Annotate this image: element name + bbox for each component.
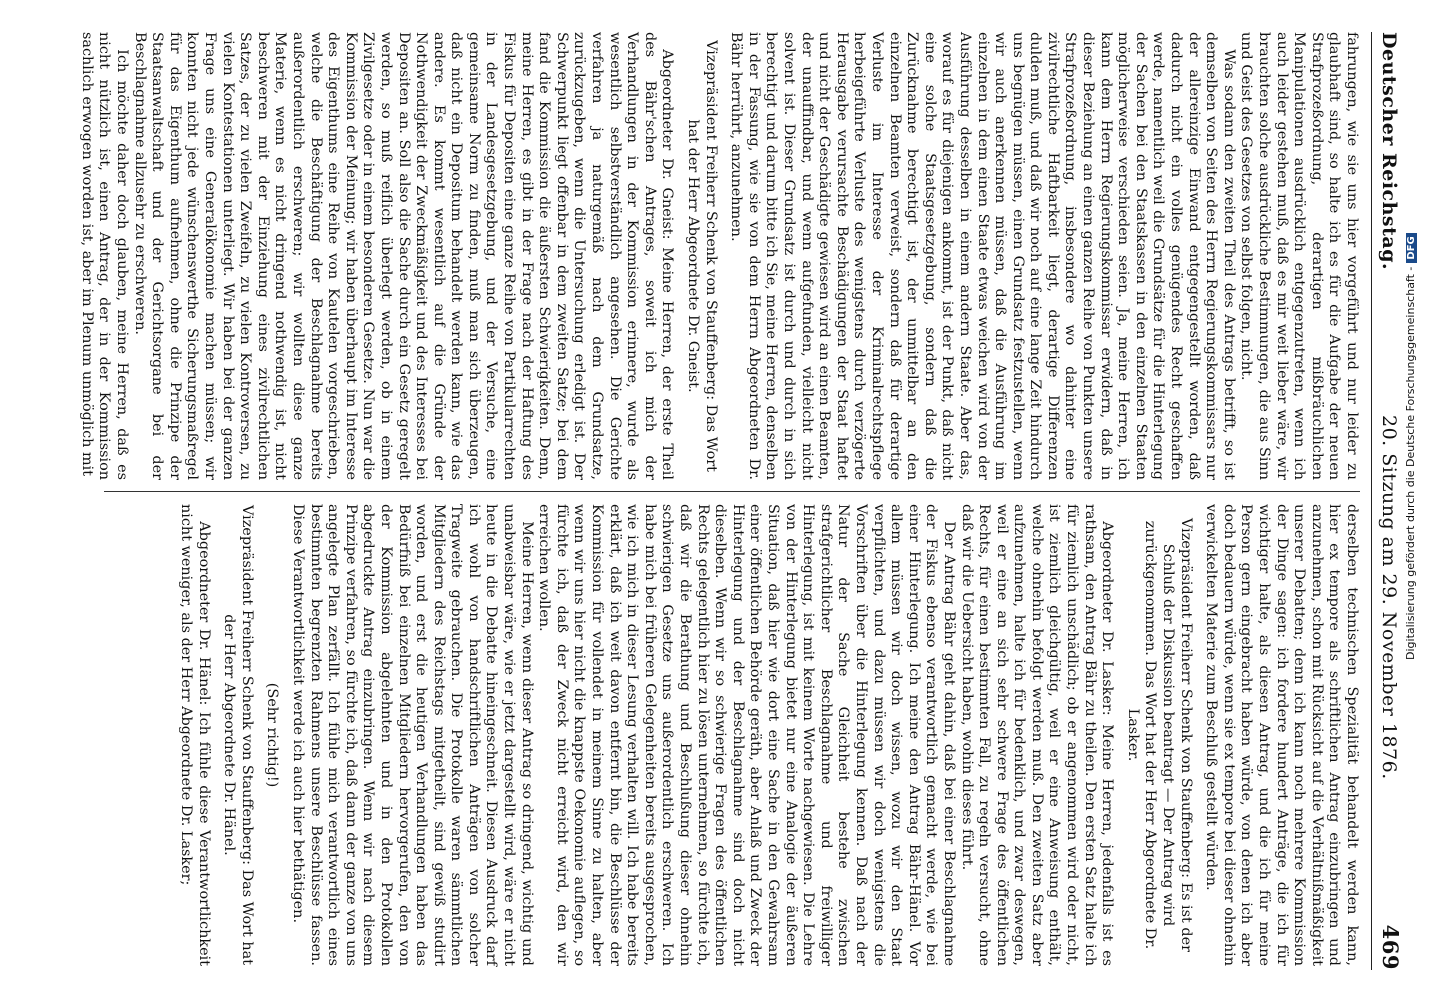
speech-paragraph: Ich möchte daher doch glauben, meine Herren, daß es nicht nützlich ist, einen Antrag, der in der Kommission sachlich erwogen worden ist, aber im Plenum unmöglich mit [78,32,131,480]
header-rule [1371,32,1372,970]
dfg-logo: DFG [1406,233,1417,262]
digitization-note [1404,233,1417,660]
right-column [100,504,1360,966]
applause-note: (Sehr richtig!) [264,682,281,788]
digitization-text: Digitalisierung gefördert durch die Deutsche Forschungsgemeinschaft - [1404,266,1417,660]
speech-paragraph: Meine Herren, wenn dieser Antrag so dringend, wichtig und unabweisbar wäre, wie er jetzt dargestellt wird, wäre er nicht heute in die Debatte hineingeschneit. Diesen Ausdruck darf ich wohl von handschriftlichen Anträgen von solcher Tragweite gebrauchen. Die Protokolle waren sämmtlichen Mitgliedern des Reichstags mitgetheilt, sind gewiß studirt worden, und erst die heutigen Verhandlungen haben das Bedürfniß bei einzelnen Mitgliedern hervorgerufen, den von der Kommission abgelehnten und in den Protokollen abgedruckte Antrag einzubringen. Wenn wir nach diesem Prinzipe verfahren, so fürchte ich, daß dann der ganze von uns angelegte Plan zerfällt. Ich fühle mich verantwortlich eines bestimmten begrenzten Rahmens unsere Beschlüsse fassen. Diese Verantwortlichkeit werde ich auch hier bethätigen. [289,504,535,966]
paragraph: derselben technischen Spezialität behandelt werden kann, hier ex tempore als schriftlichen Antrag einzubringen und anzunehmen, schon mit Rücksicht auf die Verhältnißmäßigkeit unserer Debatten; denn ich kann noch mehrere Kommission der Dinge sagen: ich fordere hundert Anträge, die ich für wichtiger halte, als diesen Antrag, und die ich für meine Person gern eingebracht haben würde, von denen ich aber doch bedauern würde, wenn sie ex tempore bei dieser ohnehin verwickelten Materie zum Beschluß gestellt würden. [1203,504,1360,966]
speech-paragraph: Der Antrag Bähr geht dahin, daß bei einer Beschlagnahme der Fiskus ebenso verantwortlich gemacht werde, wie bei einer Hinterlegung. Ich meine den Antrag Bähr-Hänel. Vor allem müssen wir doch wissen, wozu wir den Staat verpflichten, und dazu müssen wir doch wenigstens die Vorschriften über die Hinterlegung kennen. Daß nach der Natur der Sache Gleichheit bestehe zwischen strafgerichtlicher Beschlagnahme und freiwilliger Hinterlegung, ist mit keinem Worte nachgewiesen. Die Lehre von der Hinterlegung bietet nur eine Analogie der äußeren Situation, daß hier wie dort eine Sache in den Gewahrsam einer öffentlichen Behörde geräth, aber Anlaß und Zweck der Hinterlegung und der Beschlagnahme sind doch nicht dieselben. Wenn wir so schwierige Fragen des öffentlichen Rechts gelegentlich hier zu lösen unternehmen, so fürchte ich, daß wir die Berathung und Beschlußung dieser ohnehin schwierigen Gesetze uns außerordentlich erschweren. Ich habe mich bei früheren Gelegenheiten bereits ausgesprochen, wie ich mich in dieser Lesung verhalten will. Ich habe bereits erklärt, daß ich weit davon entfernt bin, die Beschlüsse der Kommission für vollendet in meinem Sinne zu halten, aber wenn wir uns hier nicht die knappste Oekonomie auflegen, so fürchte ich, daß der Zweck nicht erreicht wird, den wir erreichen wollen. [536,504,957,966]
page-number: 469 [1378,924,1403,970]
digitization-sidebar [1392,0,1432,1000]
speech-paragraph: Abgeordneter Dr. Lasker: Meine Herren, jedenfalls ist es rathsam, den Antrag Bähr zu theilen. Den ersten Satz halte ich für ziemlich unschädlich; ob er angenommen wird oder nicht, ist ziemlich gleichgültig, weil er eine Anweisung enthält, welche ohnehin befolgt werden muß. Den zweiten Satz aber aufzunehmen, halte ich für bedenklich, und zwar deswegen, weil er eine an sich sehr schwere Frage des öffentlichen Rechts, für einen bestimmten Fall, zu regeln versucht, ohne daß wir die Uebersicht haben, wohin dieses führt. [958,504,1116,966]
speaker-intro: Vizepräsident Freiherr Schenk von Stauffenberg: Es ist der Schluß der Diskussion beantragt — Der Antrag wird zurückgenommen. Das Wort hat der Herr Abgeordnete Dr. Lasker. [1124,517,1194,952]
column-divider [104,491,1360,492]
session-heading: 20. Sitzung am 29. November 1876. [1378,414,1400,780]
paragraph: Was sodann den zweiten Theil des Antrags betrifft, so ist demselben von Seiten des Herrn Regierungskommissars nur der allereinzige Einwand entgegengestellt worden, daß dadurch nicht ein volles genügendes Recht geschaffen werde, namentlich weil die Grundsätze für die Hinterlegung der Sachen bei den Staatskassen in den einzelnen Staaten möglicherweise verschieden seien. Ja, meine Herren, ich kann dem Herrn Regierungskommissar erwidern, daß in dieser Beziehung an einen ganzen Reihe von Punkten unsere Strafprozeßordnung, insbesondere wo dahinter eine zivilrechtliche Haftbarkeit liegt, derartige Differenzen dulden muß, und daß wir noch auf eine lange Zeit hindurch uns begnügen müssen, einen Grundsatz festzustellen, wenn wir auch anerkennen müssen, daß die Ausführung im einzelnen in dem einen Staate etwas weichen wird von der Ausführung desselben in einem andern Staate. Aber das, worauf es für diejenigen ankommt, ist der Punkt, daß nicht eine solche Staatsgesetzgebung, sondern daß die Zurücknahme berechtigt ist, der unmittelbar an den einzelnen Beamten verweist, sondern daß für derartige Verluste im Interesse der Kriminalrechtspflege herbeigeführte Verluste des wenigstens durch verzögerte Herausgabe verursachte Beschädigungen der Staat haftet und nicht der Geschädigte gewiesen wird an einen Beamten, der unauffindbar, und wenn aufgefunden, vielleicht nicht solvent ist. Dieser Grundsatz ist durch und durch in sich berechtigt und darum bitte ich Sie, meine Herren, denselben in der Fassung, wie sie von dem Herrn Abgeordneten Dr. Bähr herrührt, anzunehmen. [728,32,1237,480]
speech-paragraph: Abgeordneter Dr. Gneist: Meine Herren, der erste Theil des Bähr'schen Antrages, soweit ich mich der Verhandlungen in der Kommission erinnere, wurde als wesentlich selbstverständlich angesehen. Die Gerichte verfahren ja naturgemäß nach dem Grundsatze, zurückzugeben, wenn die Untersuchung erledigt ist. Der Schwerpunkt liegt offenbar in dem zweiten Satze; bei dem fand die Kommission die äußersten Schwierigkeiten. Denn, meine Herren, es gibt in der Frage nach der Haftung des Fiskus für Depositen eine ganze Reihe von Partikularrechten in der Landesgesetzgebung, und der Versuche, eine gemeinsame Norm zu finden, muß man sich überzeugen, daß nicht ein Depositum behandelt werden kann, wie das andere. Es kommt wesentlich auf die Gründe der Nothwendigkeit der Zweckmäßigkeit und des Interesses bei Depositen an. Soll also die Sache durch ein Gesetz geregelt werden, so muß reiflich überlegt werden, ob in einem Zivilgesetze oder in einem besonderen Gesetze. Nun war die Kommission der Meinung; wir haben überhaupt im Interesse des Eigenthums eine Reihe von Kautelen vorgeschrieben, welche die Beschäftigung der Beschlagnahme bereits außerordentlich erschweren; wir wollten diese ganze Materie, wenn es nicht dringend nothwendig ist, nicht beschweren mit der Einziehung eines zivilrechtlichen Satzes, der zu vielen Zweifeln, zu vielen Kontroversen, zu vielen Kontestationen unterliegt. Wir haben bei der ganzen Frage uns eine Generalökonomie machen müssen; wir konnten nicht jede wünschenswerthe Sicherungsmaßregel für das Eigenthum aufnehmen, ohne die Prinzipe der Staatsanwaltschaft und der Gerichtsorgane bei der Beschlagnahme allzusehr zu erschweren. [131,32,676,480]
paragraph: fahrungen, wie sie uns hier vorgeführt und nur leider zu glaubhaft sind, so halte ich es für die Aufgabe der neuen Strafprozeßordnung, derartigen mißbräuchlichen Manipulationen ausdrücklich entgegenzutreten, wenn ich auch leider gestehen muß, daß es mir weit lieber wäre, wir brauchten solche ausdrückliche Bestimmungen, die aus Sinn und Geist des Gesetzes von selbst folgen, nicht. [1238,32,1360,480]
running-title: Deutscher Reichstag. [1378,32,1400,271]
speaker-intro: Vizepräsident Freiherr Schenk von Stauffenberg: Das Wort hat der Herr Abgeordnete Dr. Hänel. [221,504,255,965]
left-column [78,32,1360,480]
speaker-intro: Vizepräsident Freiherr Schenk von Stauffenberg: Das Wort hat der Herr Abgeordnete Dr. Gneist. [685,40,719,472]
speech-paragraph: Abgeordneter Dr. Hänel: Ich fühle diese Verantwortlichkeit nicht weniger, als der Herr Abgeordnete Dr. Lasker; [178,504,212,966]
